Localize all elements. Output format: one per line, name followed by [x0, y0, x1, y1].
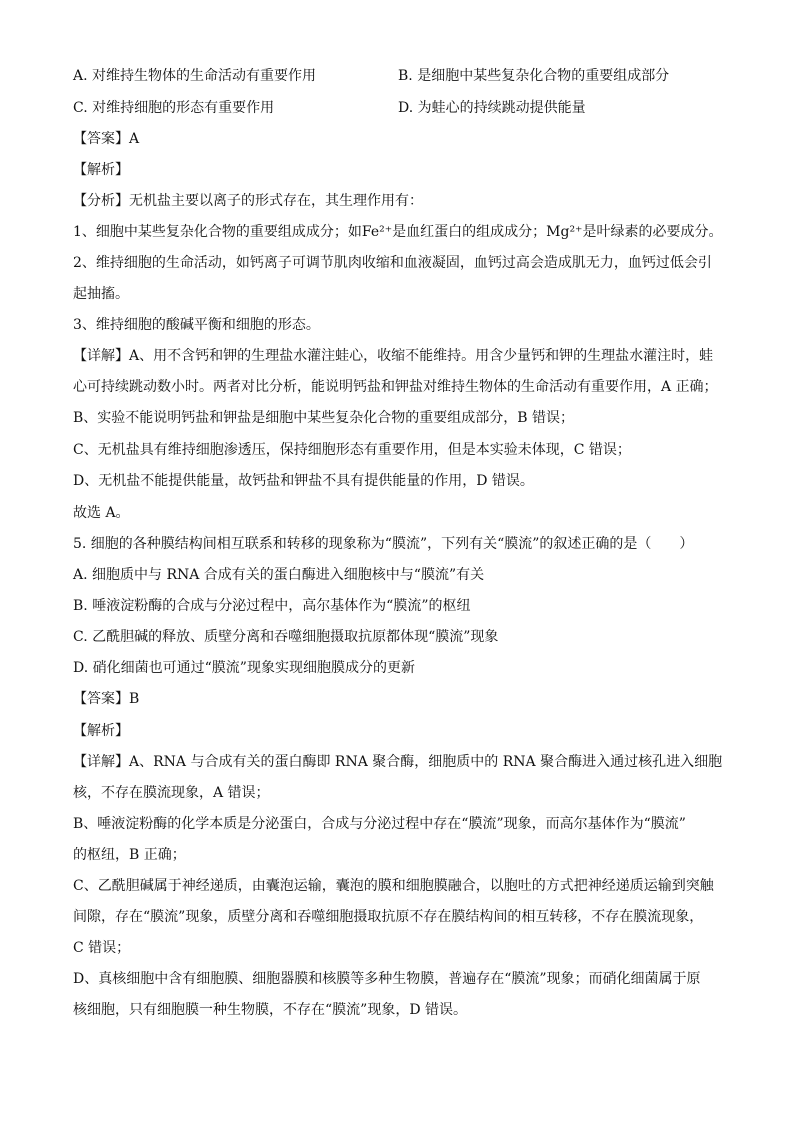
q4-point-1: 1、细胞中某些复杂化合物的重要组成成分；如Fe²⁺是血红蛋白的组成成分；Mg²⁺是叶绿素的必要成分。	[73, 224, 723, 240]
q5-detail-a-line-2: 核，不存在膜流现象，A 错误；	[73, 785, 270, 801]
q4-option-b: B. 是细胞中某些复杂化合物的重要组成部分	[398, 68, 670, 84]
q5-answer: 【答案】B	[73, 691, 140, 707]
q4-analysis-heading: 【解析】	[73, 162, 129, 178]
q5-option-b: B. 唾液淀粉酶的合成与分泌过程中，高尔基体作为“膜流”的枢纽	[73, 598, 471, 614]
q5-option-c: C. 乙酰胆碱的释放、质壁分离和吞噬细胞摄取抗原都体现“膜流”现象	[73, 629, 499, 645]
q4-analysis-intro: 【分析】无机盐主要以离子的形式存在，其生理作用有：	[73, 193, 423, 209]
q5-analysis-heading: 【解析】	[73, 723, 129, 739]
q5-detail-c-line-3: C 错误；	[73, 940, 131, 956]
q5-detail-b-line-2: 的枢纽，B 正确；	[73, 847, 186, 863]
q4-option-d: D. 为蛙心的持续跳动提供能量	[398, 100, 586, 116]
q4-detail-d: D、无机盐不能提供能量，故钙盐和钾盐不具有提供能量的作用，D 错误。	[73, 473, 534, 489]
q5-detail-a-line-1: 【详解】A、RNA 与合成有关的蛋白酶即 RNA 聚合酶，细胞质中的 RNA 聚合酶进入通过核孔进入细胞	[73, 754, 723, 770]
q4-answer: 【答案】A	[73, 131, 140, 147]
q4-detail-c: C、无机盐具有维持细胞渗透压，保持细胞形态有重要作用，但是本实验未体现，C 错误；	[73, 442, 631, 458]
q5-detail-b-line-1: B、唾液淀粉酶的化学本质是分泌蛋白，合成与分泌过程中存在“膜流”现象，而高尔基体作为“膜流”	[73, 816, 686, 832]
q5-stem: 5. 细胞的各种膜结构间相互联系和转移的现象称为“膜流”，下列有关“膜流”的叙述正确的是（ ）	[73, 536, 694, 552]
q5-detail-c-line-2: 间隙，存在“膜流”现象，质壁分离和吞噬细胞摄取抗原不存在膜结构间的相互转移，不存在膜流现象，	[73, 909, 704, 925]
q4-detail-line-2: 心可持续跳动数小时。两者对比分析，能说明钙盐和钾盐对维持生物体的生命活动有重要作用，A 正确；	[73, 379, 718, 395]
q4-point-2-line-1: 2、维持细胞的生命活动，如钙离子可调节肌肉收缩和血液凝固，血钙过高会造成肌无力，血钙过低会引	[73, 255, 712, 271]
q4-option-c: C. 对维持细胞的形态有重要作用	[73, 100, 275, 116]
q4-point-3: 3、维持细胞的酸碱平衡和细胞的形态。	[73, 317, 320, 333]
q5-detail-c-line-1: C、乙酰胆碱属于神经递质，由囊泡运输，囊泡的膜和细胞膜融合，以胞吐的方式把神经递质运输到突触	[73, 878, 714, 894]
q5-option-a: A. 细胞质中与 RNA 合成有关的蛋白酶进入细胞核中与“膜流”有关	[73, 567, 485, 583]
q4-detail-line-1: 【详解】A、用不含钙和钾的生理盐水灌注蛙心，收缩不能维持。用含少量钙和钾的生理盐水灌注时，蛙	[73, 348, 714, 364]
q5-detail-d-line-1: D、真核细胞中含有细胞膜、细胞器膜和核膜等多种生物膜，普遍存在“膜流”现象；而硝化细菌属于原	[73, 971, 701, 987]
q4-conclusion: 故选 A。	[73, 505, 130, 521]
q5-option-d: D. 硝化细菌也可通过“膜流”现象实现细胞膜成分的更新	[73, 660, 415, 676]
q4-detail-b: B、实验不能说明钙盐和钾盐是细胞中某些复杂化合物的重要组成部分，B 错误；	[73, 410, 575, 426]
q5-detail-d-line-2: 核细胞，只有细胞膜一种生物膜，不存在“膜流”现象，D 错误。	[73, 1002, 467, 1018]
q4-option-a: A. 对维持生物体的生命活动有重要作用	[73, 68, 317, 84]
q4-point-2-line-2: 起抽搐。	[73, 286, 129, 302]
